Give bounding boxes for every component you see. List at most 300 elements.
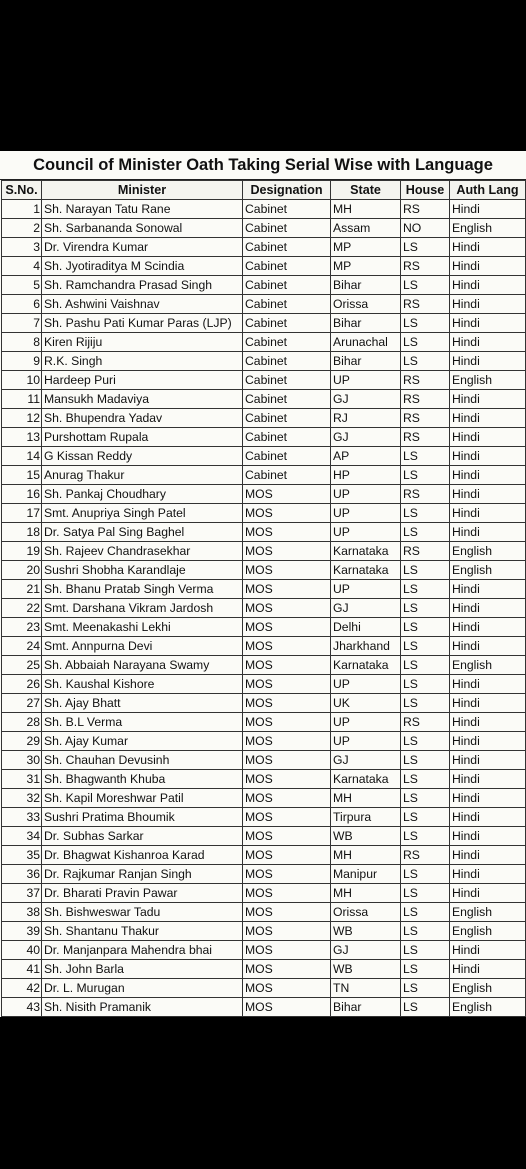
cell-house: LS	[401, 637, 450, 656]
cell-designation: MOS	[243, 542, 331, 561]
cell-minister: Dr. Manjanpara Mahendra bhai	[42, 941, 243, 960]
cell-designation: MOS	[243, 504, 331, 523]
cell-state: UP	[331, 713, 401, 732]
table-body	[2, 200, 526, 1017]
cell-house: LS	[401, 561, 450, 580]
cell-auth-lang: English	[450, 371, 526, 390]
table-row	[2, 884, 526, 903]
table-row	[2, 998, 526, 1017]
cell-state: GJ	[331, 428, 401, 447]
cell-designation: Cabinet	[243, 371, 331, 390]
table-row	[2, 542, 526, 561]
cell-state: TN	[331, 979, 401, 998]
cell-auth-lang: Hindi	[450, 580, 526, 599]
cell-state: Karnataka	[331, 656, 401, 675]
cell-auth-lang: Hindi	[450, 466, 526, 485]
cell-sno: 1	[2, 200, 42, 219]
cell-minister: Sh. Jyotiraditya M Scindia	[42, 257, 243, 276]
cell-minister: Sh. Pashu Pati Kumar Paras (LJP)	[42, 314, 243, 333]
table-row	[2, 466, 526, 485]
cell-auth-lang: Hindi	[450, 694, 526, 713]
cell-house: LS	[401, 656, 450, 675]
cell-house: LS	[401, 732, 450, 751]
cell-auth-lang: Hindi	[450, 238, 526, 257]
cell-house: LS	[401, 675, 450, 694]
cell-auth-lang: Hindi	[450, 751, 526, 770]
table-row	[2, 827, 526, 846]
cell-designation: Cabinet	[243, 390, 331, 409]
cell-state: Tirpura	[331, 808, 401, 827]
cell-auth-lang: English	[450, 656, 526, 675]
cell-house: RS	[401, 295, 450, 314]
cell-sno: 21	[2, 580, 42, 599]
cell-auth-lang: Hindi	[450, 599, 526, 618]
cell-designation: Cabinet	[243, 257, 331, 276]
cell-house: LS	[401, 770, 450, 789]
cell-sno: 40	[2, 941, 42, 960]
cell-sno: 8	[2, 333, 42, 352]
col-header-state: State	[331, 181, 401, 200]
cell-state: UK	[331, 694, 401, 713]
table-row	[2, 409, 526, 428]
cell-house: LS	[401, 466, 450, 485]
cell-designation: Cabinet	[243, 276, 331, 295]
cell-designation: MOS	[243, 618, 331, 637]
cell-sno: 12	[2, 409, 42, 428]
cell-house: LS	[401, 504, 450, 523]
cell-designation: MOS	[243, 599, 331, 618]
cell-designation: MOS	[243, 580, 331, 599]
cell-minister: Sh. John Barla	[42, 960, 243, 979]
cell-house: LS	[401, 827, 450, 846]
cell-auth-lang: Hindi	[450, 409, 526, 428]
cell-designation: MOS	[243, 865, 331, 884]
cell-sno: 22	[2, 599, 42, 618]
cell-minister: Sh. Ajay Kumar	[42, 732, 243, 751]
cell-designation: MOS	[243, 656, 331, 675]
cell-minister: Sushri Shobha Karandlaje	[42, 561, 243, 580]
cell-minister: Sh. Bishweswar Tadu	[42, 903, 243, 922]
cell-house: LS	[401, 941, 450, 960]
table-row	[2, 618, 526, 637]
table-row	[2, 485, 526, 504]
cell-minister: Sh. B.L Verma	[42, 713, 243, 732]
cell-designation: Cabinet	[243, 200, 331, 219]
table-row	[2, 333, 526, 352]
cell-minister: Sh. Abbaiah Narayana Swamy	[42, 656, 243, 675]
cell-auth-lang: Hindi	[450, 637, 526, 656]
cell-minister: Sh. Kapil Moreshwar Patil	[42, 789, 243, 808]
cell-sno: 38	[2, 903, 42, 922]
cell-sno: 17	[2, 504, 42, 523]
cell-sno: 3	[2, 238, 42, 257]
col-header-designation: Designation	[243, 181, 331, 200]
cell-state: MH	[331, 789, 401, 808]
cell-house: LS	[401, 276, 450, 295]
cell-state: Karnataka	[331, 770, 401, 789]
cell-designation: MOS	[243, 884, 331, 903]
cell-auth-lang: Hindi	[450, 200, 526, 219]
cell-house: LS	[401, 865, 450, 884]
cell-sno: 16	[2, 485, 42, 504]
cell-auth-lang: Hindi	[450, 314, 526, 333]
cell-state: Delhi	[331, 618, 401, 637]
cell-state: UP	[331, 485, 401, 504]
cell-auth-lang: Hindi	[450, 732, 526, 751]
cell-state: Orissa	[331, 295, 401, 314]
table-row	[2, 200, 526, 219]
cell-minister: Sh. Pankaj Choudhary	[42, 485, 243, 504]
cell-minister: Sh. Sarbananda Sonowal	[42, 219, 243, 238]
cell-designation: MOS	[243, 998, 331, 1017]
cell-sno: 39	[2, 922, 42, 941]
cell-minister: Smt. Annpurna Devi	[42, 637, 243, 656]
minister-table	[1, 180, 526, 1017]
table-row	[2, 447, 526, 466]
cell-sno: 14	[2, 447, 42, 466]
cell-designation: Cabinet	[243, 314, 331, 333]
sheet-title: Council of Minister Oath Taking Serial Wise with Language	[0, 151, 526, 180]
cell-designation: MOS	[243, 561, 331, 580]
cell-auth-lang: Hindi	[450, 789, 526, 808]
cell-auth-lang: English	[450, 542, 526, 561]
cell-designation: MOS	[243, 523, 331, 542]
cell-minister: Dr. Rajkumar Ranjan Singh	[42, 865, 243, 884]
table-row	[2, 656, 526, 675]
cell-sno: 31	[2, 770, 42, 789]
cell-designation: MOS	[243, 941, 331, 960]
cell-sno: 25	[2, 656, 42, 675]
cell-state: WB	[331, 960, 401, 979]
cell-state: MH	[331, 200, 401, 219]
cell-designation: MOS	[243, 808, 331, 827]
cell-minister: Kiren Rijiju	[42, 333, 243, 352]
cell-house: LS	[401, 884, 450, 903]
cell-auth-lang: English	[450, 922, 526, 941]
cell-auth-lang: Hindi	[450, 257, 526, 276]
cell-auth-lang: Hindi	[450, 713, 526, 732]
cell-state: Bihar	[331, 276, 401, 295]
cell-house: LS	[401, 751, 450, 770]
cell-sno: 27	[2, 694, 42, 713]
cell-house: LS	[401, 903, 450, 922]
cell-minister: Dr. Subhas Sarkar	[42, 827, 243, 846]
header-row	[2, 181, 526, 200]
cell-state: RJ	[331, 409, 401, 428]
cell-designation: MOS	[243, 979, 331, 998]
table-row	[2, 732, 526, 751]
cell-designation: MOS	[243, 770, 331, 789]
cell-state: GJ	[331, 390, 401, 409]
cell-designation: MOS	[243, 713, 331, 732]
cell-minister: G Kissan Reddy	[42, 447, 243, 466]
cell-designation: Cabinet	[243, 238, 331, 257]
cell-designation: Cabinet	[243, 409, 331, 428]
cell-designation: MOS	[243, 789, 331, 808]
cell-state: WB	[331, 922, 401, 941]
cell-designation: MOS	[243, 751, 331, 770]
cell-designation: MOS	[243, 903, 331, 922]
cell-house: NO	[401, 219, 450, 238]
cell-house: LS	[401, 447, 450, 466]
cell-designation: Cabinet	[243, 295, 331, 314]
cell-house: LS	[401, 979, 450, 998]
cell-auth-lang: Hindi	[450, 390, 526, 409]
cell-state: AP	[331, 447, 401, 466]
cell-sno: 30	[2, 751, 42, 770]
table-row	[2, 770, 526, 789]
cell-designation: Cabinet	[243, 466, 331, 485]
cell-minister: Sushri Pratima Bhoumik	[42, 808, 243, 827]
table-row	[2, 694, 526, 713]
cell-house: RS	[401, 371, 450, 390]
cell-house: LS	[401, 238, 450, 257]
cell-minister: Dr. Bharati Pravin Pawar	[42, 884, 243, 903]
cell-designation: MOS	[243, 960, 331, 979]
table-row	[2, 428, 526, 447]
cell-house: RS	[401, 409, 450, 428]
table-row	[2, 276, 526, 295]
cell-minister: Sh. Ramchandra Prasad Singh	[42, 276, 243, 295]
cell-house: LS	[401, 314, 450, 333]
cell-sno: 4	[2, 257, 42, 276]
cell-house: RS	[401, 542, 450, 561]
cell-minister: Sh. Narayan Tatu Rane	[42, 200, 243, 219]
cell-house: RS	[401, 713, 450, 732]
cell-house: LS	[401, 599, 450, 618]
cell-state: HP	[331, 466, 401, 485]
cell-minister: Dr. Virendra Kumar	[42, 238, 243, 257]
cell-minister: Sh. Bhupendra Yadav	[42, 409, 243, 428]
cell-sno: 10	[2, 371, 42, 390]
cell-minister: Sh. Kaushal Kishore	[42, 675, 243, 694]
table-row	[2, 352, 526, 371]
cell-auth-lang: Hindi	[450, 447, 526, 466]
table-row	[2, 580, 526, 599]
cell-minister: Mansukh Madaviya	[42, 390, 243, 409]
cell-state: GJ	[331, 941, 401, 960]
table-row	[2, 637, 526, 656]
table-row	[2, 789, 526, 808]
cell-state: MH	[331, 884, 401, 903]
cell-minister: Dr. Satya Pal Sing Baghel	[42, 523, 243, 542]
cell-designation: MOS	[243, 827, 331, 846]
cell-house: RS	[401, 390, 450, 409]
cell-state: GJ	[331, 751, 401, 770]
table-row	[2, 675, 526, 694]
table-row	[2, 846, 526, 865]
cell-designation: MOS	[243, 846, 331, 865]
cell-minister: Sh. Rajeev Chandrasekhar	[42, 542, 243, 561]
cell-auth-lang: English	[450, 561, 526, 580]
cell-house: LS	[401, 998, 450, 1017]
cell-minister: Dr. Bhagwat Kishanroa Karad	[42, 846, 243, 865]
cell-sno: 11	[2, 390, 42, 409]
table-row	[2, 561, 526, 580]
cell-designation: Cabinet	[243, 352, 331, 371]
cell-sno: 23	[2, 618, 42, 637]
cell-sno: 2	[2, 219, 42, 238]
cell-state: UP	[331, 732, 401, 751]
cell-state: Bihar	[331, 314, 401, 333]
cell-house: LS	[401, 580, 450, 599]
cell-house: LS	[401, 922, 450, 941]
cell-minister: Sh. Bhagwanth Khuba	[42, 770, 243, 789]
cell-house: LS	[401, 960, 450, 979]
cell-minister: Anurag Thakur	[42, 466, 243, 485]
cell-minister: Smt. Meenakashi Lekhi	[42, 618, 243, 637]
cell-house: LS	[401, 618, 450, 637]
cell-sno: 5	[2, 276, 42, 295]
cell-sno: 42	[2, 979, 42, 998]
cell-sno: 41	[2, 960, 42, 979]
cell-designation: Cabinet	[243, 428, 331, 447]
cell-house: RS	[401, 200, 450, 219]
table-row	[2, 523, 526, 542]
cell-auth-lang: Hindi	[450, 295, 526, 314]
cell-sno: 19	[2, 542, 42, 561]
cell-designation: Cabinet	[243, 219, 331, 238]
cell-house: RS	[401, 428, 450, 447]
cell-state: Arunachal	[331, 333, 401, 352]
cell-state: Assam	[331, 219, 401, 238]
table-row	[2, 599, 526, 618]
cell-auth-lang: Hindi	[450, 428, 526, 447]
cell-state: GJ	[331, 599, 401, 618]
cell-sno: 9	[2, 352, 42, 371]
cell-auth-lang: Hindi	[450, 675, 526, 694]
cell-sno: 32	[2, 789, 42, 808]
cell-state: Karnataka	[331, 561, 401, 580]
cell-auth-lang: Hindi	[450, 618, 526, 637]
cell-house: RS	[401, 257, 450, 276]
cell-minister: Smt. Darshana Vikram Jardosh	[42, 599, 243, 618]
cell-minister: Sh. Nisith Pramanik	[42, 998, 243, 1017]
cell-auth-lang: Hindi	[450, 808, 526, 827]
cell-auth-lang: Hindi	[450, 485, 526, 504]
cell-auth-lang: Hindi	[450, 333, 526, 352]
table-row	[2, 314, 526, 333]
table-row	[2, 941, 526, 960]
cell-house: RS	[401, 485, 450, 504]
cell-state: MP	[331, 257, 401, 276]
cell-house: LS	[401, 352, 450, 371]
cell-state: WB	[331, 827, 401, 846]
cell-state: UP	[331, 675, 401, 694]
cell-minister: Smt. Anupriya Singh Patel	[42, 504, 243, 523]
cell-minister: Sh. Bhanu Pratab Singh Verma	[42, 580, 243, 599]
cell-house: LS	[401, 333, 450, 352]
cell-auth-lang: Hindi	[450, 827, 526, 846]
table-row	[2, 219, 526, 238]
cell-minister: Purshottam Rupala	[42, 428, 243, 447]
cell-auth-lang: Hindi	[450, 523, 526, 542]
cell-designation: Cabinet	[243, 447, 331, 466]
cell-sno: 18	[2, 523, 42, 542]
table-row	[2, 903, 526, 922]
table-row	[2, 390, 526, 409]
cell-sno: 28	[2, 713, 42, 732]
cell-designation: MOS	[243, 675, 331, 694]
cell-minister: Sh. Chauhan Devusinh	[42, 751, 243, 770]
table-row	[2, 504, 526, 523]
cell-auth-lang: Hindi	[450, 846, 526, 865]
cell-state: Manipur	[331, 865, 401, 884]
cell-sno: 36	[2, 865, 42, 884]
table-row	[2, 960, 526, 979]
cell-auth-lang: Hindi	[450, 276, 526, 295]
cell-sno: 29	[2, 732, 42, 751]
cell-state: Jharkhand	[331, 637, 401, 656]
cell-house: RS	[401, 846, 450, 865]
cell-auth-lang: Hindi	[450, 865, 526, 884]
table-row	[2, 713, 526, 732]
col-header-minister: Minister	[42, 181, 243, 200]
table-row	[2, 238, 526, 257]
cell-sno: 15	[2, 466, 42, 485]
table-row	[2, 751, 526, 770]
cell-auth-lang: Hindi	[450, 770, 526, 789]
cell-designation: MOS	[243, 694, 331, 713]
cell-state: Karnataka	[331, 542, 401, 561]
cell-auth-lang: English	[450, 998, 526, 1017]
cell-auth-lang: Hindi	[450, 960, 526, 979]
cell-minister: Sh. Ashwini Vaishnav	[42, 295, 243, 314]
cell-minister: Hardeep Puri	[42, 371, 243, 390]
cell-state: UP	[331, 504, 401, 523]
table-row	[2, 865, 526, 884]
cell-minister: Dr. L. Murugan	[42, 979, 243, 998]
table-row	[2, 808, 526, 827]
cell-sno: 13	[2, 428, 42, 447]
table-row	[2, 922, 526, 941]
cell-designation: MOS	[243, 485, 331, 504]
cell-state: UP	[331, 523, 401, 542]
cell-designation: MOS	[243, 637, 331, 656]
cell-state: Bihar	[331, 352, 401, 371]
cell-sno: 6	[2, 295, 42, 314]
cell-sno: 33	[2, 808, 42, 827]
table-row	[2, 979, 526, 998]
cell-auth-lang: Hindi	[450, 941, 526, 960]
cell-auth-lang: English	[450, 903, 526, 922]
cell-sno: 43	[2, 998, 42, 1017]
cell-sno: 37	[2, 884, 42, 903]
cell-auth-lang: English	[450, 979, 526, 998]
minister-sheet	[0, 151, 526, 1017]
col-header-auth-lang: Auth Lang	[450, 181, 526, 200]
table-row	[2, 257, 526, 276]
cell-minister: Sh. Ajay Bhatt	[42, 694, 243, 713]
cell-house: LS	[401, 694, 450, 713]
cell-designation: Cabinet	[243, 333, 331, 352]
cell-designation: MOS	[243, 732, 331, 751]
cell-house: LS	[401, 808, 450, 827]
cell-state: UP	[331, 580, 401, 599]
cell-state: Bihar	[331, 998, 401, 1017]
table-row	[2, 295, 526, 314]
cell-state: MP	[331, 238, 401, 257]
cell-auth-lang: English	[450, 219, 526, 238]
cell-house: LS	[401, 523, 450, 542]
cell-minister: R.K. Singh	[42, 352, 243, 371]
cell-auth-lang: Hindi	[450, 884, 526, 903]
cell-minister: Sh. Shantanu Thakur	[42, 922, 243, 941]
cell-sno: 7	[2, 314, 42, 333]
cell-sno: 20	[2, 561, 42, 580]
cell-auth-lang: Hindi	[450, 352, 526, 371]
cell-sno: 35	[2, 846, 42, 865]
